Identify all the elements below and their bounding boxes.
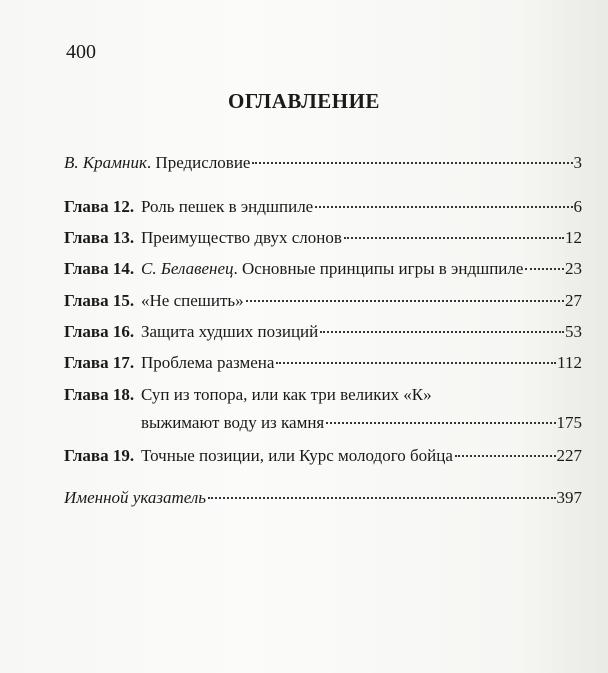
- toc-entry-label: [64, 352, 274, 374]
- page-number: 400: [66, 41, 96, 63]
- toc-entry-chapter-number: Глава 15.: [64, 291, 135, 310]
- toc-entry-chapter-number: Глава 14.: [64, 259, 135, 278]
- toc-entry-label: [64, 196, 313, 218]
- toc-entry-text: Роль пешек в эндшпиле: [141, 197, 314, 216]
- toc-entry-label: [64, 445, 453, 467]
- toc-entry-chapter-17: [64, 352, 582, 374]
- toc-entry-label: [64, 227, 342, 249]
- toc-entry-text: Суп из топора, или как три великих «К»: [141, 385, 432, 404]
- toc-entry-page: 3: [573, 153, 582, 172]
- toc-entry-label: [64, 258, 523, 280]
- dot-leader: [208, 497, 555, 499]
- toc-title: ОГЛАВЛЕНИЕ: [228, 89, 380, 113]
- toc-entry-chapter-number: Глава 17.: [64, 353, 135, 372]
- toc-entry-preface: [64, 152, 582, 174]
- dot-leader: [525, 268, 564, 270]
- toc-entry-page: 6: [573, 197, 582, 216]
- toc-entry-page: 175: [556, 413, 582, 432]
- dot-leader: [246, 300, 564, 302]
- dot-leader: [326, 422, 555, 424]
- dot-leader: [315, 206, 572, 208]
- toc-entry-name-index: [64, 487, 582, 509]
- toc-entry-text: . Основные принципы игры в эндшпиле: [233, 259, 524, 278]
- dot-leader: [320, 331, 564, 333]
- toc-entry-text: Именной указатель: [64, 488, 207, 507]
- dot-leader: [252, 162, 572, 164]
- toc-entry-page: 12: [565, 228, 582, 247]
- toc-entry-text: Преимущество двух слонов: [141, 228, 342, 247]
- toc-entry-label: [64, 321, 318, 343]
- toc-entry-chapter-number: Глава 18.: [64, 385, 135, 404]
- toc-entry-text-continuation: выжимают воду из камня: [141, 413, 325, 432]
- toc-entry-chapter-12: [64, 196, 582, 218]
- toc-entry-text: . Предисловие: [146, 153, 251, 172]
- toc-entry-author: С. Белавенец: [141, 259, 234, 278]
- toc-entry-chapter-13: [64, 227, 582, 249]
- toc-entry-author: В. Крамник: [64, 153, 147, 172]
- toc-entry-chapter-number: Глава 19.: [64, 446, 135, 465]
- toc-entry-chapter-18-continuation: [141, 412, 582, 434]
- toc-entry-chapter-15: [64, 290, 582, 312]
- toc-entry-label: [64, 152, 250, 174]
- toc-entry-page: 227: [556, 446, 582, 465]
- toc-entry-text: Защита худших позиций: [141, 322, 319, 341]
- dot-leader: [455, 455, 556, 457]
- toc-entry-chapter-16: [64, 321, 582, 343]
- toc-entry-label: [64, 384, 432, 406]
- toc-entry-chapter-number: Глава 16.: [64, 322, 135, 341]
- dot-leader: [276, 362, 556, 364]
- toc-entry-page: 27: [565, 291, 582, 310]
- toc-entry-page: 53: [565, 322, 582, 341]
- toc-entry-chapter-19: [64, 445, 582, 467]
- toc-entry-page: 397: [556, 488, 582, 507]
- toc-entry-text: «Не спешить»: [141, 291, 244, 310]
- toc-entry-chapter-number: Глава 12.: [64, 197, 135, 216]
- toc-entry-chapter-18: [64, 384, 582, 406]
- toc-entry-text: Точные позиции, или Курс молодого бойца: [141, 446, 453, 465]
- toc-entry-page: 23: [565, 259, 582, 278]
- toc-entry-chapter-14: [64, 258, 582, 280]
- toc-entry-text: Проблема размена: [141, 353, 275, 372]
- dot-leader: [344, 237, 564, 239]
- toc-entry-label: [64, 290, 244, 312]
- toc-entry-chapter-number: Глава 13.: [64, 228, 135, 247]
- toc-entry-page: 112: [557, 353, 582, 372]
